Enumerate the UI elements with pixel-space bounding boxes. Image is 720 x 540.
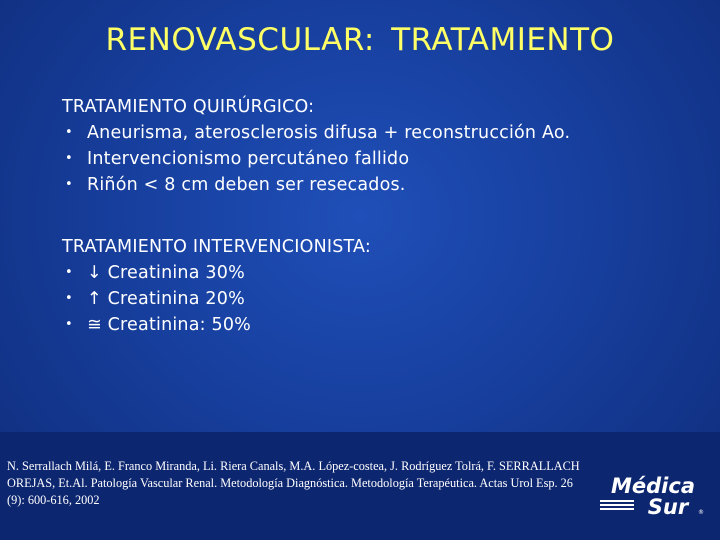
section-quirurgico [62, 94, 702, 198]
list-item-text: ≅ Creatinina: 50% [87, 315, 251, 335]
list-item-text: Aneurisma, aterosclerosis difusa + reconstrucción Ao. [87, 123, 571, 143]
section-heading: TRATAMIENTO QUIRÚRGICO: [62, 97, 315, 117]
bullet-list [62, 260, 702, 338]
list-item [62, 286, 702, 312]
section-intervencionista [62, 234, 702, 338]
reference-citation: N. Serrallach Milá, E. Franco Miranda, Li. Riera Canals, M.A. López-costea, J. Rodríguez Tolrá, F. SERRALLACH OREJAS, Et.Al. Patología Vascular Renal. Metodología Diagnóstica. Metodología Terapéutica. Actas Urol Esp. 26 (9): 600-616, 2002 [7, 459, 580, 507]
list-item [62, 172, 702, 198]
bullet-icon: • [65, 291, 73, 306]
list-item-text: Riñón < 8 cm deben ser resecados. [87, 175, 406, 195]
list-item [62, 260, 702, 286]
list-item [62, 146, 702, 172]
bullet-icon: • [65, 151, 73, 166]
list-item-text: ↓ Creatinina 30% [87, 263, 245, 283]
logo-word-top: Médica [611, 474, 695, 498]
list-item [62, 312, 702, 338]
medica-sur-logo [598, 474, 708, 518]
list-item-text: ↑ Creatinina 20% [87, 289, 245, 309]
section-heading: TRATAMIENTO INTERVENCIONISTA: [62, 237, 372, 257]
list-item-text: Intervencionismo percutáneo fallido [87, 149, 410, 169]
logo-word-bottom: Sur [647, 495, 689, 518]
bullet-icon: • [65, 125, 73, 140]
bullet-icon: • [65, 317, 73, 332]
bullet-list [62, 120, 702, 198]
logo-stripes [600, 500, 634, 510]
registered-mark-icon: ® [698, 509, 704, 516]
slide-title: RENOVASCULAR: TRATAMIENTO [105, 22, 615, 58]
list-item [62, 120, 702, 146]
bullet-icon: • [65, 265, 73, 280]
bullet-icon: • [65, 177, 73, 192]
